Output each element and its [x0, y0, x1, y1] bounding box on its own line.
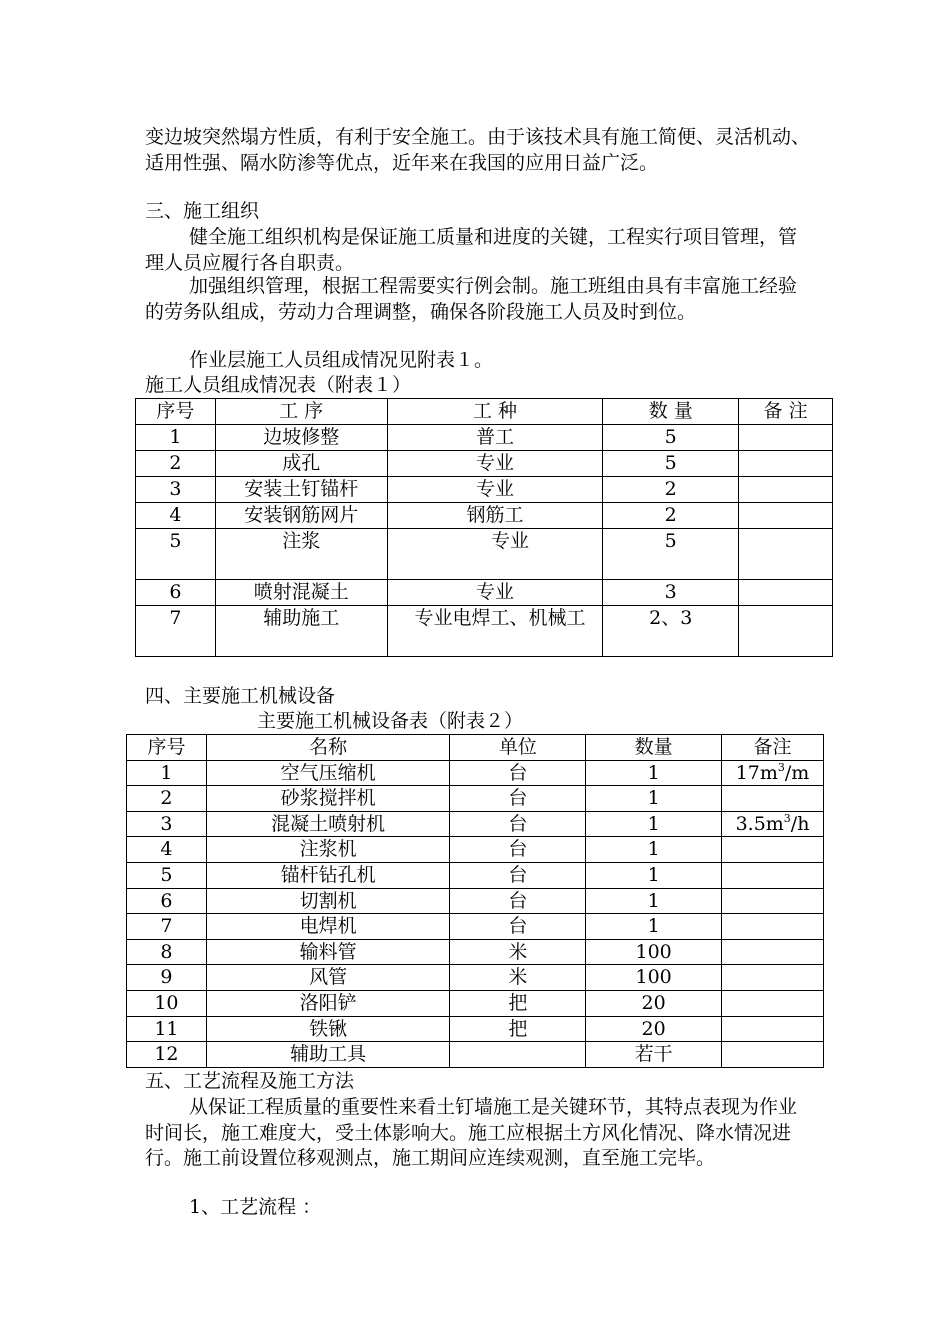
cell: 安装钢筋网片 — [215, 503, 387, 529]
table-row — [136, 529, 833, 580]
cell — [739, 606, 833, 657]
table-row — [127, 888, 824, 914]
cell: 11 — [127, 1016, 207, 1042]
cell — [722, 939, 824, 965]
cell: 喷射混凝土 — [215, 580, 387, 606]
section-3-heading: 三、施工组织 — [145, 200, 260, 222]
cell — [722, 888, 824, 914]
cell: 8 — [127, 939, 207, 965]
header-cell: 工 种 — [387, 399, 603, 425]
cell: 5 — [603, 451, 739, 477]
remark-cell — [722, 811, 824, 837]
section-3-paragraph-1: 健全施工组织机构是保证施工质量和进度的关键，工程实行项目管理，管理人员应履行各自职责。 — [145, 226, 798, 274]
header-cell: 序号 — [136, 399, 216, 425]
header-cell: 数量 — [586, 735, 722, 761]
intro-paragraph: 变边坡突然塌方性质，有利于安全施工。由于该技术具有施工简便、灵活机动、适用性强、隔水防渗等优点，近年来在我国的应用日益广泛。 — [145, 126, 811, 174]
cell: 6 — [127, 888, 207, 914]
cell: 1 — [127, 760, 207, 786]
equipment-table — [126, 734, 824, 1068]
cell — [450, 1042, 586, 1068]
remark-value: 17m — [735, 761, 778, 784]
cell: 台 — [450, 914, 586, 940]
superscript: 3 — [783, 811, 791, 825]
cell: 1 — [586, 862, 722, 888]
cell: 专业 — [387, 451, 603, 477]
cell: 风管 — [206, 965, 450, 991]
remark-value: 3.5m — [735, 812, 784, 835]
table-row — [127, 965, 824, 991]
cell: 专业 — [387, 580, 603, 606]
section-5-heading: 五、工艺流程及施工方法 — [145, 1070, 355, 1092]
table-row — [136, 580, 833, 606]
cell: 1 — [586, 888, 722, 914]
cell: 100 — [586, 939, 722, 965]
cell: 5 — [603, 529, 739, 580]
cell: 专业 — [387, 529, 603, 580]
cell: 4 — [136, 503, 216, 529]
cell: 米 — [450, 939, 586, 965]
remark-cell — [722, 760, 824, 786]
cell: 1 — [586, 786, 722, 812]
cell: 米 — [450, 965, 586, 991]
cell: 10 — [127, 990, 207, 1016]
cell: 7 — [127, 914, 207, 940]
table-row — [127, 990, 824, 1016]
remark-unit: /m — [784, 761, 810, 784]
section-3-paragraph-3: 作业层施工人员组成情况见附表１。 — [189, 349, 494, 371]
cell: 安装土钉锚杆 — [215, 477, 387, 503]
cell: 专业 — [387, 477, 603, 503]
table-row — [136, 425, 833, 451]
personnel-table — [135, 398, 833, 657]
cell: 切割机 — [206, 888, 450, 914]
cell: 5 — [127, 862, 207, 888]
cell: 锚杆钻孔机 — [206, 862, 450, 888]
cell: 把 — [450, 990, 586, 1016]
cell: 9 — [127, 965, 207, 991]
cell: 台 — [450, 888, 586, 914]
cell: 100 — [586, 965, 722, 991]
cell: 12 — [127, 1042, 207, 1068]
cell: 2 — [603, 477, 739, 503]
cell — [739, 451, 833, 477]
header-cell: 单位 — [450, 735, 586, 761]
header-cell: 名称 — [206, 735, 450, 761]
section-5-paragraph-1: 从保证工程质量的重要性来看土钉墙施工是关键环节，其特点表现为作业时间长，施工难度大，受土体影响大。施工应根据土方风化情况、降水情况进行。施工前设置位移观测点，施工期间应连续观测，直至施工完毕。 — [145, 1096, 798, 1169]
cell: 1 — [586, 837, 722, 863]
cell: 输料管 — [206, 939, 450, 965]
section-3-paragraph-2: 加强组织管理，根据工程需要实行例会制。施工班组由具有丰富施工经验的劳务队组成，劳动力合理调整，确保各阶段施工人员及时到位。 — [145, 275, 798, 323]
header-cell: 备注 — [722, 735, 824, 761]
cell: 台 — [450, 811, 586, 837]
table-row — [127, 760, 824, 786]
cell: 1 — [586, 914, 722, 940]
table-row — [136, 451, 833, 477]
cell: 1 — [586, 811, 722, 837]
section-4-heading: 四、主要施工机械设备 — [145, 685, 336, 707]
cell: 普工 — [387, 425, 603, 451]
table-row — [127, 1042, 824, 1068]
cell: 5 — [136, 529, 216, 580]
superscript: 3 — [777, 760, 785, 774]
table-row — [127, 862, 824, 888]
cell — [739, 477, 833, 503]
cell — [739, 503, 833, 529]
cell: 把 — [450, 1016, 586, 1042]
cell — [739, 529, 833, 580]
table-row — [127, 1016, 824, 1042]
table-row — [127, 837, 824, 863]
cell: 铁锹 — [206, 1016, 450, 1042]
cell — [722, 1042, 824, 1068]
cell: 砂浆搅拌机 — [206, 786, 450, 812]
table-row — [136, 477, 833, 503]
cell — [722, 1016, 824, 1042]
table-row — [127, 811, 824, 837]
cell: 成孔 — [215, 451, 387, 477]
cell: 台 — [450, 837, 586, 863]
cell: 专业电焊工、机械工 — [387, 606, 603, 657]
cell — [722, 965, 824, 991]
cell: 空气压缩机 — [206, 760, 450, 786]
table-2-title: 主要施工机械设备表（附表２） — [257, 710, 524, 732]
table-header-row — [127, 735, 824, 761]
header-cell: 数 量 — [603, 399, 739, 425]
header-cell: 备 注 — [739, 399, 833, 425]
cell: 2 — [136, 451, 216, 477]
cell — [739, 580, 833, 606]
process-flow-subheading: 1、工艺流程 ： — [189, 1196, 322, 1218]
cell: 1 — [586, 760, 722, 786]
cell — [722, 990, 824, 1016]
cell: 3 — [127, 811, 207, 837]
cell: 2、3 — [603, 606, 739, 657]
header-cell: 序号 — [127, 735, 207, 761]
cell: 20 — [586, 990, 722, 1016]
cell: 3 — [603, 580, 739, 606]
table-row — [127, 939, 824, 965]
remark-unit: /h — [790, 812, 810, 835]
cell — [722, 837, 824, 863]
table-1-title: 施工人员组成情况表（附表１） — [145, 374, 412, 396]
cell: 钢筋工 — [387, 503, 603, 529]
cell — [739, 425, 833, 451]
cell: 6 — [136, 580, 216, 606]
cell — [722, 786, 824, 812]
cell: 电焊机 — [206, 914, 450, 940]
cell: 20 — [586, 1016, 722, 1042]
cell: 台 — [450, 862, 586, 888]
cell: 若干 — [586, 1042, 722, 1068]
cell: 洛阳铲 — [206, 990, 450, 1016]
cell — [722, 862, 824, 888]
cell: 7 — [136, 606, 216, 657]
cell: 注浆 — [215, 529, 387, 580]
cell: 3 — [136, 477, 216, 503]
cell: 1 — [136, 425, 216, 451]
table-row — [127, 914, 824, 940]
cell: 辅助施工 — [215, 606, 387, 657]
table-row — [136, 503, 833, 529]
cell: 5 — [603, 425, 739, 451]
cell: 2 — [127, 786, 207, 812]
cell: 边坡修整 — [215, 425, 387, 451]
cell: 台 — [450, 760, 586, 786]
table-row — [127, 786, 824, 812]
cell: 台 — [450, 786, 586, 812]
cell: 混凝土喷射机 — [206, 811, 450, 837]
cell: 注浆机 — [206, 837, 450, 863]
cell: 2 — [603, 503, 739, 529]
header-cell: 工 序 — [215, 399, 387, 425]
table-row — [136, 606, 833, 657]
cell: 辅助工具 — [206, 1042, 450, 1068]
table-header-row — [136, 399, 833, 425]
cell: 4 — [127, 837, 207, 863]
cell — [722, 914, 824, 940]
